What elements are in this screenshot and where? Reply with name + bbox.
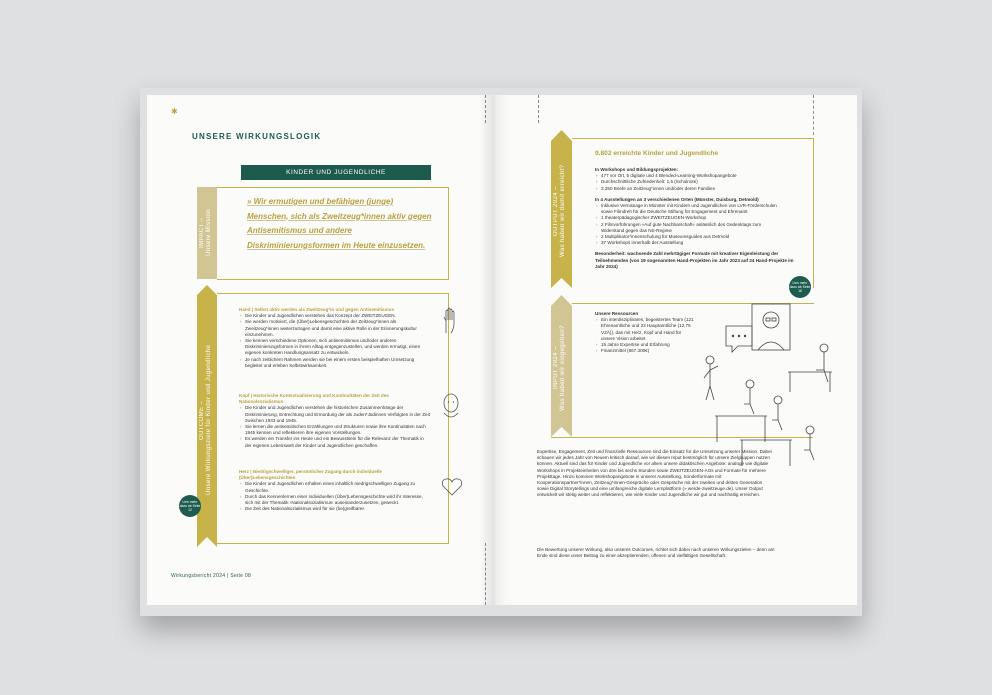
- hand-icon: [441, 307, 461, 335]
- head-icon: [441, 393, 461, 419]
- outcome-frame-bottom: [217, 543, 449, 544]
- resources-list: [595, 317, 695, 354]
- dashed-guide: [813, 95, 814, 135]
- list-item: › Ein interdisziplinäres, begeistertes Team (121 Ehrenamtliche und 23 Hauptamtliche (12,75 VZÄ)), das mit Herz, Kopf und Hand für unsere Vision arbeitet: [601, 317, 695, 342]
- output-frame-right: [813, 138, 814, 288]
- list-item: › Sie kennen verschiedene Optionen, sich antisemitismus und/oder anderen Diskriminierungsformen in ihrem Alltag entgegenzustellen, und werden ermutigt, einen eigenen konkreten Handlungsansatz zu entwickeln.: [245, 338, 431, 357]
- list-item: › Sie werden motiviert, die (Über)Lebensgeschichten der Zeitzeug*innen als Zweitzeug*innen weiterzutragen und damit eine aktive Rolle in der Erinnerungskultur einzunehmen.: [245, 319, 431, 338]
- input-label: INPUT 2024 – Was haben wir eingegeben?: [553, 325, 566, 411]
- list-item: › Sie lernen die antisemitischen Erzählungen und Strukturen sowie ihre Kontinuitäten nach 1945 kennen und reflektieren ihre eigenen Vorstellungen.: [245, 424, 431, 436]
- resources-section: [595, 311, 695, 354]
- hand-heading: Hand | Selbst aktiv werden als Zweitzeug*in und gegen Antisemitismus: [239, 307, 395, 312]
- list-item: › Die Kinder und Jugendlichen verstehen die historischen Zusammenhänge der Diskriminierung, Entrechtung und Ermordung der als Juden*Jüdinnen Verfolgten in der Zeit zwischen 1933 und 1945.: [245, 405, 431, 424]
- herz-list: [239, 481, 431, 512]
- output-body: [595, 167, 805, 270]
- page-title: UNSERE WIRKUNGSLOGIK: [192, 132, 322, 141]
- hand-list: [239, 313, 431, 369]
- list-item: › Es werden ein Transfer ins Heute und ein Bewusstsein für die Relevanz der Thematik in der eigenen Lebenswelt der Kinder und Jugendlichen geschaffen.: [245, 436, 431, 448]
- section-banner-label: KINDER UND JUGENDLICHE: [286, 169, 386, 176]
- output-frame-top: [572, 138, 814, 139]
- list-item: › 2 Filmvorführungen »Auf gute Nachbarschaft« anlässlich des Gedenktags zum Widerstand gegen das NS-Regime: [601, 222, 781, 234]
- list-item: › Die Kinder und Jugendlichen erhalten einen inhaltlich niedrigschwelligen Zugang zu Geschichte.: [245, 481, 431, 493]
- list-item: › Finanzmittel (867.300€): [601, 348, 695, 354]
- book-spine: [480, 95, 510, 605]
- impact-frame-bottom: [217, 279, 449, 280]
- kopf-list: [239, 405, 431, 448]
- left-page: [147, 95, 495, 605]
- list-item: › Durch das Kennenlernen einer individuellen (Über)Lebensgeschichte wird ihr Interesse, sich mit der Thematik ›Nationalsozialismus‹ auseinanderzusetzen, geweckt.: [245, 494, 431, 506]
- heart-icon: [441, 477, 463, 497]
- read-more-badge[interactable]: Lies mehr dazu ab Seite 18: [789, 276, 811, 298]
- output-label: OUTPUT 2024 – Was haben wir damit erreicht?: [553, 164, 566, 258]
- special-note: Besonderheit: wachsende Zahl mehrtägiger Formate mit kreativer Eigenleistung der Teilnehmenden (von 19 sogenannten Hand-Projekten im Jahr 2023 auf 24 Hand-Projekte im Jahr 2024): [595, 251, 794, 269]
- kopf-section: [239, 393, 431, 449]
- body-paragraph-2: Die Bewertung unserer Wirkung, also unseres Outcomes, richtet sich dabei nach unseren Wirkungszielen – denn am Ende sind diese unser Beitrag zu einer akzeptierenden, offenen und vielfältigen Gesellschaft.: [537, 547, 775, 559]
- list-item: › Die Zeit des Nationalsozialismus wird für sie (be)greifbarer.: [245, 506, 431, 512]
- list-item: › Durchschnittliche Zufriedenheit: 1,5 (Schulnote): [601, 179, 805, 185]
- read-more-badge[interactable]: Lies mehr dazu ab Seite 12: [179, 495, 201, 517]
- list-item: › Die Kinder und Jugendlichen verstehen das Konzept der ZWEITZEUGEN.: [245, 313, 431, 319]
- outcome-frame-top: [217, 293, 449, 294]
- list-item: › 477 vor Ort, 5 digitale und 4 Blended-Learning-Workshopangebote: [601, 173, 805, 179]
- input-arrow: [551, 295, 572, 437]
- output-arrow: [551, 130, 572, 288]
- impact-frame-top: [217, 187, 449, 188]
- right-page: [495, 95, 857, 605]
- body-paragraph-1: Expertise, Engagement, Zeit und finanzielle Ressourcen sind die Einsatz für die Umsetzung unserer Mission. Dabei schauen wir jedes Jahr von Neuem kritisch darauf, wie wir diesen Input bestmöglich für unsere Zielgruppen nutzen können. Aktuell sind das für Kinder und Jugendliche vor allem unsere didaktischen Angebote: analoge wie digitale Workshops in Projekteinheiten von drei bis sechs Stunden sowie ZWEITZEUGEN-AGs und Formate für mehrere Projekttage. Hinzu kommen Workshopangebote in unserer Ausstellung, Sonderformate mit Kooperationspartner*innen, Zeitzeug*innen-Gespräche oder Gespräche mit der zweiten und dritten Generation sowie Digital Storytellings und eine umfangreiche digitale Lernplattform (» werde-zweitzeuge.de). Unser Output entwickelt wir stetig weiter und reflektieren, wie viele Kinder und Jugendliche wir gut und nachhaltig erreichen.: [537, 449, 772, 498]
- page-footer: Wirkungsbericht 2024 | Seite 08: [171, 573, 252, 579]
- kopf-heading: Kopf | Historische Kontextualisierung und Kontinuitäten der Zeit des Nationalsozialismus: [239, 393, 389, 405]
- list-item: › 3.250 Briefe an Zeitzeug*innen und/oder deren Familien: [601, 186, 805, 192]
- hand-section: [239, 307, 431, 369]
- dashed-guide: [538, 95, 539, 123]
- section-banner: [241, 165, 431, 180]
- impact-quote: » Wir ermutigen und befähigen (junge) Menschen, sich als Zweitzeug*innen aktiv gegen Antisemitismus und andere Diskriminierungsformen im Heute einzusetzen.: [247, 197, 432, 250]
- output-heading: 9.802 erreichte Kinder und Jugendliche: [595, 150, 719, 157]
- list-item: › 2 Multiplikator*innenschulung für Museumsguides aus Detmold: [601, 234, 781, 240]
- impact-frame-right: [448, 187, 449, 279]
- herz-section: [239, 469, 431, 512]
- list-item: › 1 theaterpädagogischer ZWEITZEUGEN-Workshop: [601, 215, 781, 221]
- impact-label: IMPACT – Unsere Mission: [199, 209, 212, 257]
- list-item: › 15 Jahre Expertise und Erfahrung: [601, 342, 695, 348]
- star-icon: ✱: [171, 107, 178, 116]
- list-item: › 37 Workshops innerhalb der Ausstellung: [601, 240, 781, 246]
- impact-arrow: [197, 187, 217, 279]
- classroom-illustration-icon: [700, 300, 840, 470]
- workshops-heading: In Workshops und Bildungsprojekten:: [595, 167, 679, 172]
- resources-heading: Unsere Ressourcen: [595, 311, 639, 316]
- exhibitions-heading: In 4 Ausstellungen an 3 verschiedenen Orten (Münster, Duisburg, Detmold): [595, 196, 759, 202]
- list-item: › Je nach zeitlichem Rahmen werden sie bei einem ersten beispielhaften Umsetzung begleitet und erleben Selbstwirksamkeit.: [245, 357, 431, 369]
- exhibitions-list: [595, 203, 781, 246]
- workshops-list: [595, 173, 805, 192]
- outcome-label: OUTCOME – Unsere Wirkungsziele für Kinder und Jugendliche: [199, 344, 212, 496]
- list-item: › Inklusive Vernissage in Münster mit Kindern und Jugendlichen von LVR-Förderschulen sowie Filmdreh für die Deutsche Stiftung für Engagement und Ehrenamt: [601, 203, 781, 215]
- herz-heading: Herz | Niedrigschwelliger, persönlicher Zugang durch individuelle (Über)Lebensgeschichten: [239, 469, 382, 481]
